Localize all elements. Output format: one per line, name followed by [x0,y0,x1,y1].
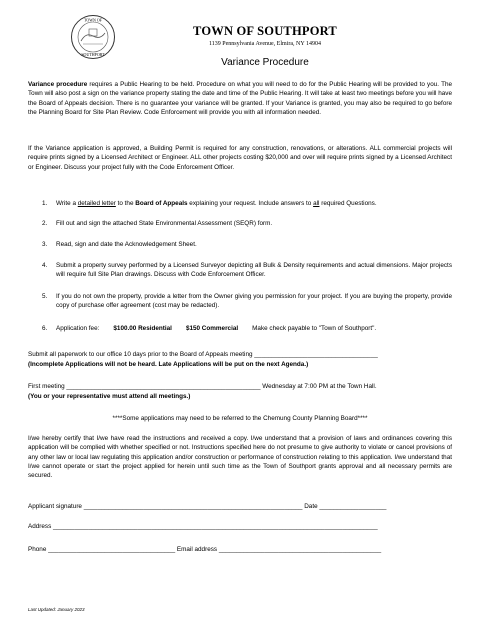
first-meeting-note: (You or your representative must attend all meetings.) [28,393,191,400]
submit-line: Submit all paperwork to our office 10 days prior to the Board of Appeals meeting ___________________________________ [28,351,378,358]
referral-note: ****Some applications may need to be referred to the Chemung County Planning Board**** [112,415,368,422]
approval-paragraph: If the Variance application is approved, a Building Permit is required for any construction, renovations, or alterations. ALL commercial projects will require prints signed by a Licensed Architect or Engineer. ALL other projects costing $20,000 and over will require prints signed by a Licensed Architect or Engineer. Discuss your project fully with the Code Enforcement Officer. [28,145,452,171]
step-6: 6. Application fee: $100.00 Residential $150 Commercial Make check payable to "Town of Southport". [42,325,377,332]
step-5: 5. If you do not own the property, provide a letter from the Owner giving you permission for your project. If you are buying the property, provide copy of purchase offer agreement (cost may be redacted). [42,293,452,310]
document-title: Variance Procedure [221,57,309,68]
submit-note: (Incomplete Applications will not be heard. Late Applications will be put on the next Agenda.) [28,361,309,368]
step-1: 1. Write a detailed letter to the Board of Appeals explaining your request. Include answers to all required Questions. [42,200,377,207]
applicant-signature-field[interactable]: Applicant signature ______________________________________________________________ Date ___________________ [28,503,387,510]
phone-email-field[interactable]: Phone ____________________________________ Email address ______________________________________________ [28,546,382,553]
town-seal-icon [70,14,116,60]
last-updated-note: Last Updated: January 2023 [28,607,85,612]
town-title: TOWN OF SOUTHPORT [193,24,337,38]
intro-paragraph: Variance procedure requires a Public Hearing to be held. Procedure on what you will need to do for the Public Hearing will be provided to you. The Town will also post a sign on the variance property stating the date and time of the Public Hearing. It will take at least two meetings before you will have the Board of Appeals decision. There is no guarantee your variance will be granted. If your Variance is granted, you may also be required to go before the Planning Board for Site Plan Review. Code Enforcement will provide you with all information needed. [28,81,452,116]
address-field[interactable]: Address ____________________________________________________________________________________________ [28,523,378,530]
town-address: 1139 Pennsylvania Avenue, Elmira, NY 14904 [209,41,321,47]
step-3: 3. Read, sign and date the Acknowledgement Sheet. [42,241,197,248]
step-2: 2. Fill out and sign the attached State Environmental Assessment (SEQR) form. [42,220,273,227]
step-4: 4. Submit a property survey performed by a Licensed Surveyor depicting all Bulk & Density requirements and actual dimensions. Major projects will require full Site Plan drawings. Discuss with Code Enforcement Officer. [42,262,452,279]
svg-text:TOWN OF: TOWN OF [83,17,103,23]
svg-text:SOUTHPORT: SOUTHPORT [81,52,105,57]
first-meeting-line: First meeting _______________________________________________________ Wednesday at 7:00 PM at the Town Hall. [28,383,377,390]
certification-paragraph: I/we hereby certify that I/we have read the instructions and received a copy. I/we understand that a provision of laws and ordinances covering this application will be complied with whether specified or not. Instructions specified here do not presume to give authority to violate or cancel provisions of any other law or local law regulating this application and/or construction or performance of construction relating to this application. I/we understand that I/we cannot operate or start the project applied for herein until such time as the Town of Southport grants approval and all necessary permits are secured. [28,435,452,480]
